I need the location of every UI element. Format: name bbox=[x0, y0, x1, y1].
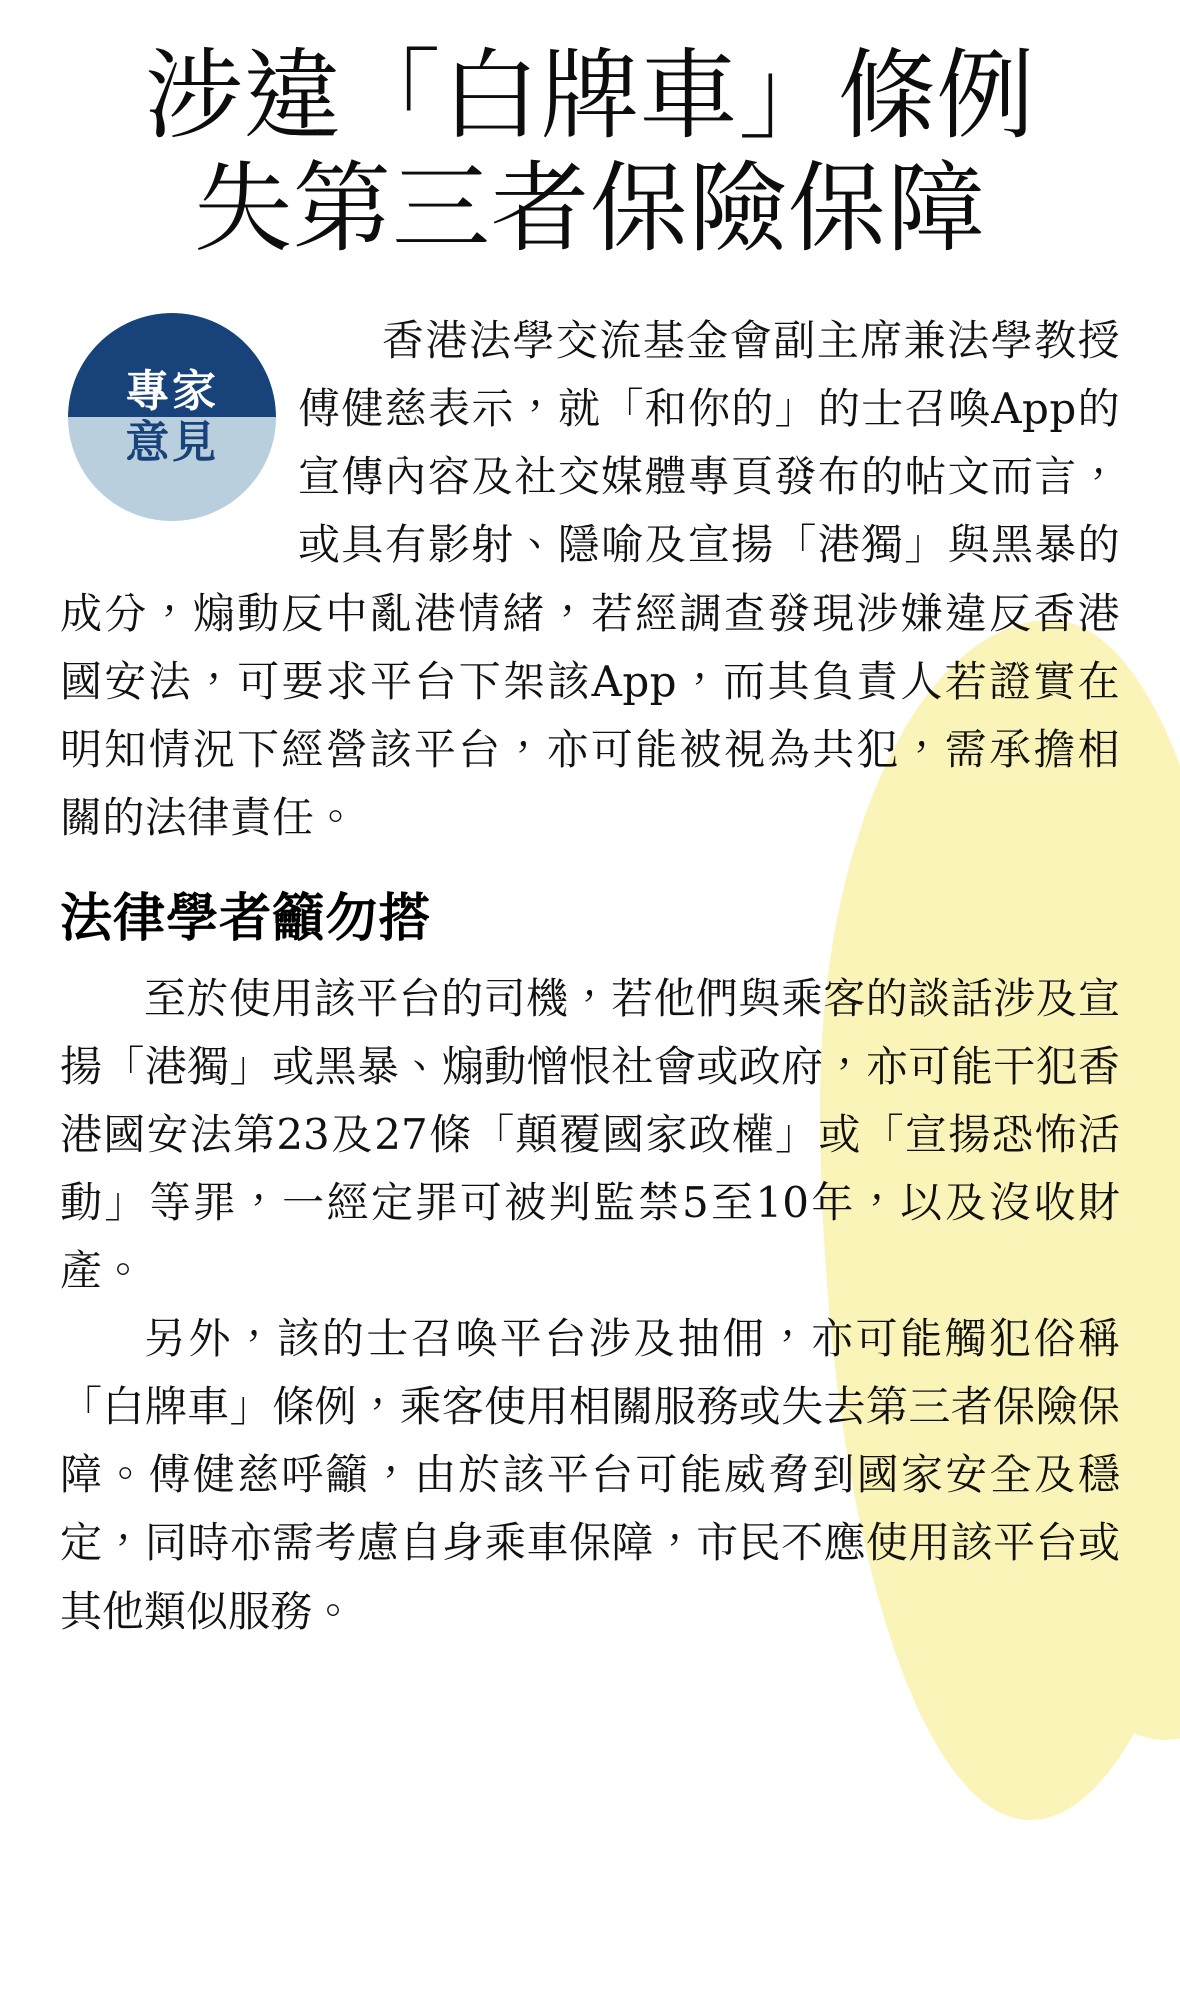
headline-line-2: 失第三者保險保障 bbox=[194, 151, 986, 266]
section-body bbox=[60, 965, 1120, 1645]
lead-section bbox=[60, 307, 1120, 851]
section-paragraph-1: 至於使用該平台的司機，若他們與乘客的談話涉及宣揚「港獨」或黑暴、煽動憎恨社會或政府，亦可能干犯香港國安法第23及27條「顛覆國家政權」或「宣揚恐怖活動」等罪，一經定罪可被判監禁5至10年，以及沒收財產。 bbox=[60, 974, 1120, 1296]
page-title bbox=[60, 0, 1120, 265]
section-paragraph-2: 另外，該的士召喚平台涉及抽佣，亦可能觸犯俗稱「白牌車」條例，乘客使用相關服務或失去第三者保險保障。傅健慈呼籲，由於該平台可能威脅到國家安全及穩定，同時亦需考慮自身乘車保障，市民不應使用該平台或其他類似服務。 bbox=[60, 1314, 1120, 1636]
expert-opinion-badge bbox=[68, 313, 276, 521]
badge-text bbox=[68, 313, 276, 521]
badge-label-line-2: 意見 bbox=[125, 417, 219, 469]
section-subheading: 法律學者籲勿搭 bbox=[60, 888, 432, 949]
lead-paragraph: 香港法學交流基金會副主席兼法學教授傅健慈表示，就「和你的」的士召喚App的宣傳內容及社交媒體專頁發布的帖文而言，或具有影射、隱喻及宣揚「港獨」與黑暴的成分，煽動反中亂港情緒，若經調查發現涉嫌違反香港國安法，可要求平台下架該App，而其負責人若證實在明知情況下經營該平台，亦可能被視為共犯，需承擔相關的法律責任。 bbox=[60, 316, 1120, 842]
headline-line-1: 涉違「白牌車」條例 bbox=[144, 39, 1036, 153]
badge-label-line-1: 專家 bbox=[125, 366, 219, 418]
